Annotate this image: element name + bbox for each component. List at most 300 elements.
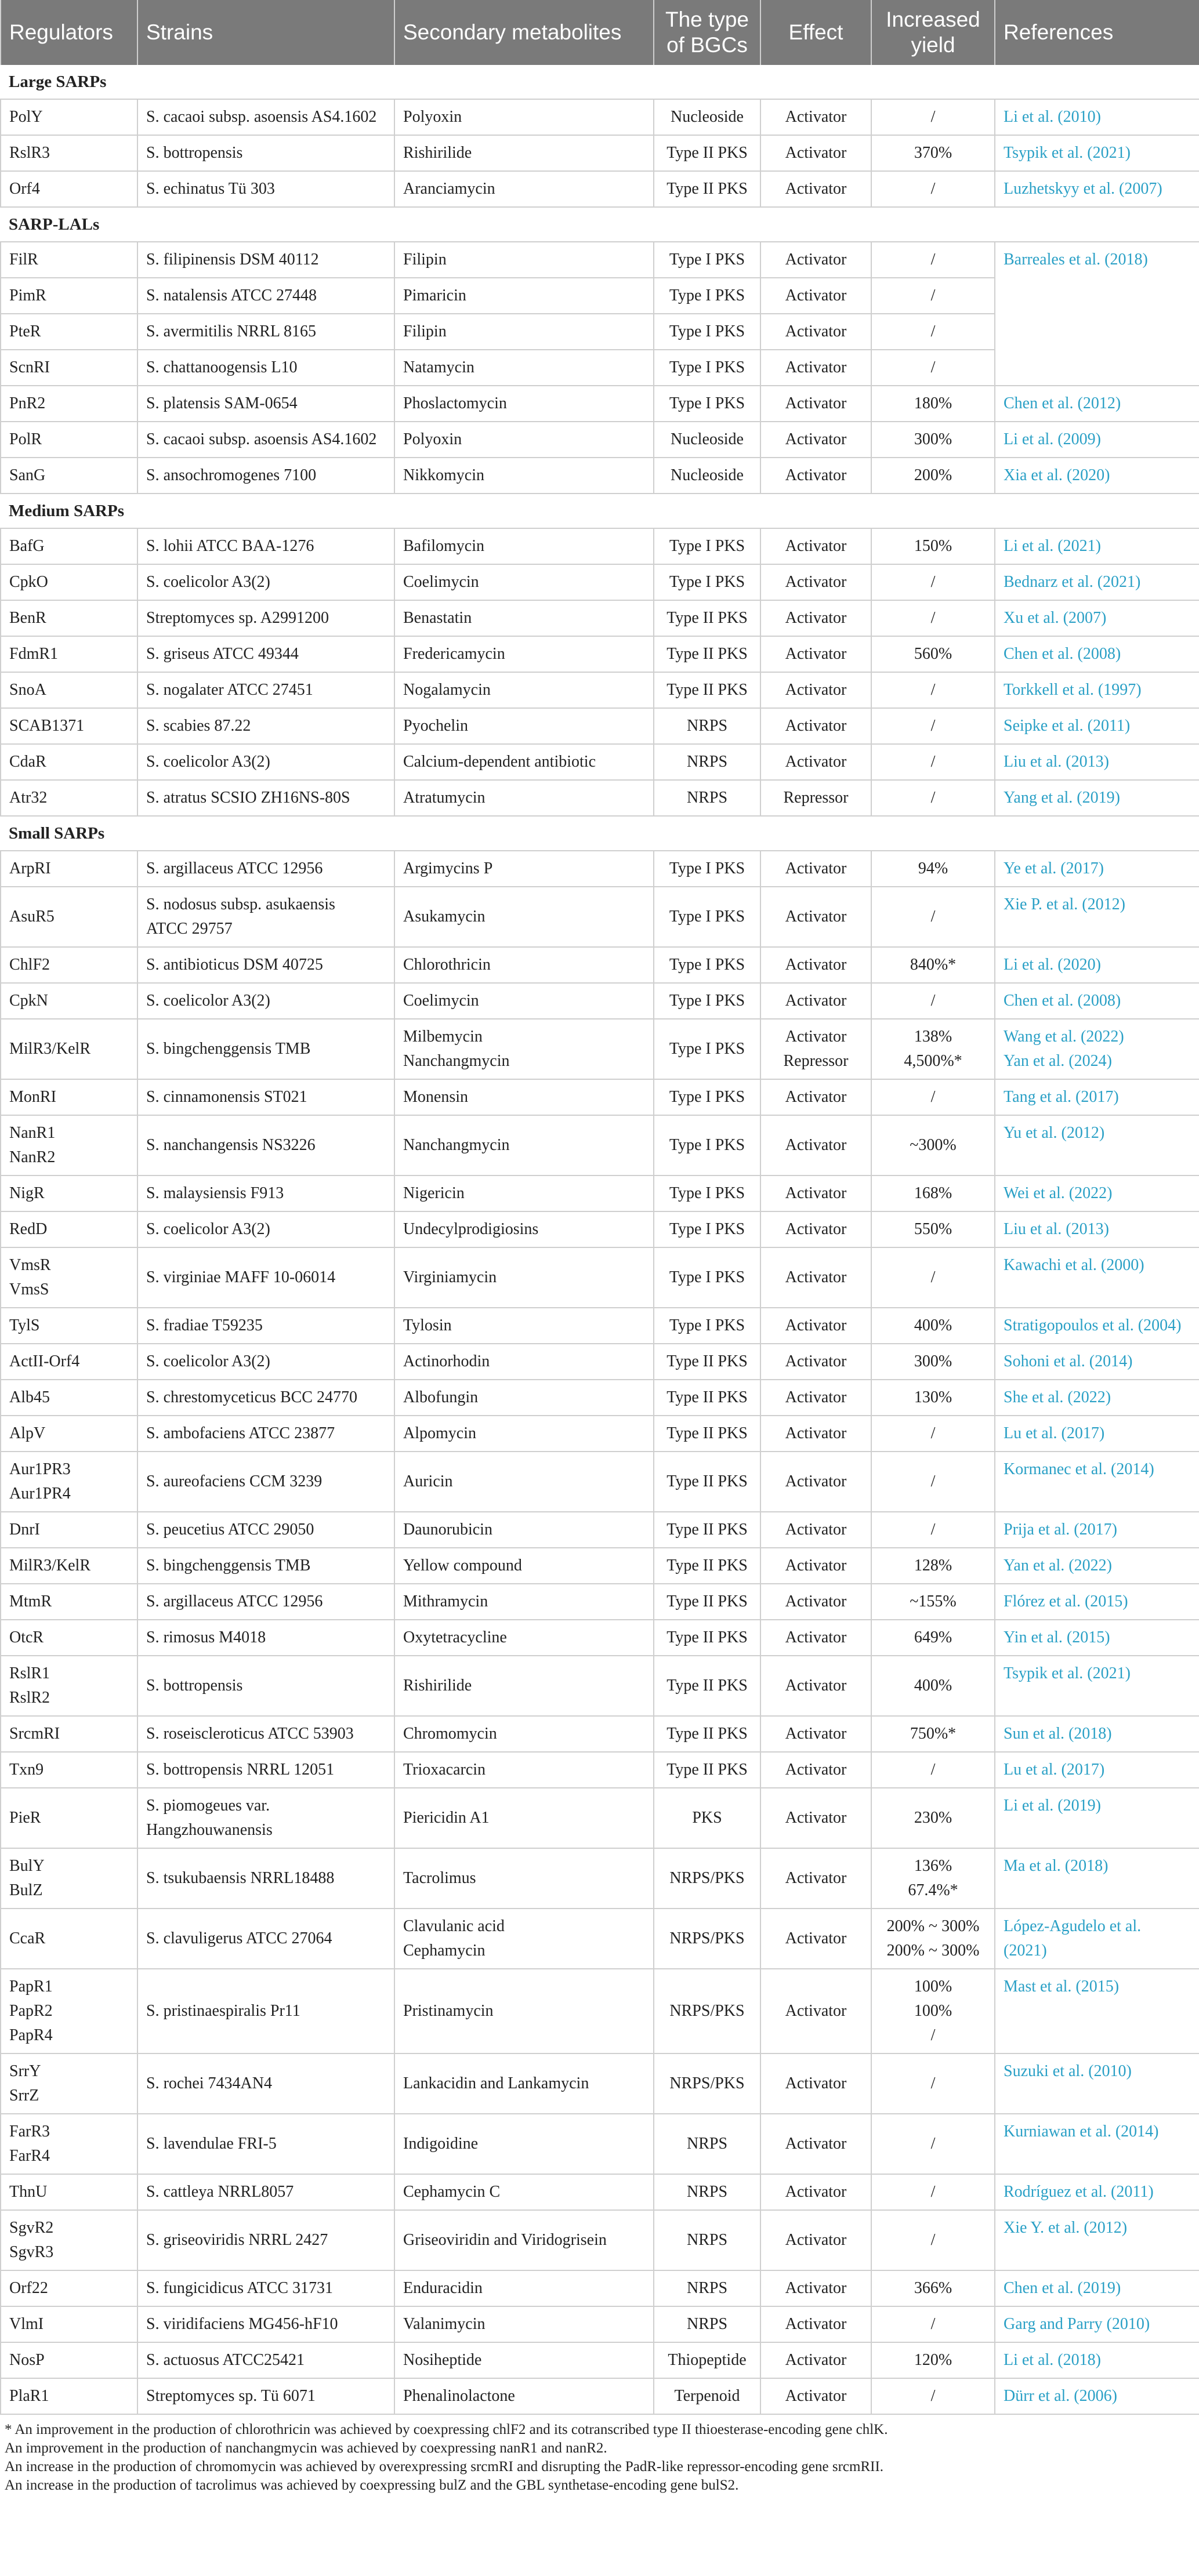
metabolite-cell <box>394 708 654 744</box>
reference-link-text[interactable]: Dürr et al. (2006) <box>1004 2387 1117 2405</box>
bgc-type-cell: Nucleoside <box>654 99 760 135</box>
reference-link[interactable] <box>995 1548 1199 1584</box>
reference-link-text[interactable]: Liu et al. (2013) <box>1004 753 1109 771</box>
metabolite-cell <box>394 350 654 386</box>
regulator-cell-text: VmsR <box>9 1256 51 1274</box>
effect-cell-text: Activator <box>785 1628 847 1646</box>
effect-cell <box>760 1211 871 1247</box>
reference-link-text[interactable]: Li et al. (2021) <box>1004 537 1101 555</box>
effect-cell <box>760 887 871 947</box>
table-row <box>1 2270 1199 2306</box>
reference-link-text[interactable]: Ma et al. (2018) <box>1004 1857 1109 1875</box>
strain-cell <box>137 1969 394 2053</box>
reference-link-text[interactable]: Lu et al. (2017) <box>1004 1761 1105 1779</box>
metabolite-cell <box>394 2378 654 2414</box>
yield-cell-text: 200% ~ 300% <box>886 1917 980 1935</box>
reference-link-text[interactable]: (2021) <box>1004 1942 1047 1960</box>
reference-link[interactable] <box>995 1308 1199 1344</box>
regulator-cell <box>1 2053 137 2114</box>
regulator-cell-text: BenR <box>9 609 46 627</box>
reference-link[interactable] <box>995 1247 1199 1308</box>
reference-link[interactable] <box>995 600 1199 636</box>
effect-cell-text: Activator <box>785 1268 847 1286</box>
table-row <box>1 2210 1199 2270</box>
metabolite-cell <box>394 947 654 983</box>
yield-cell <box>871 1416 995 1452</box>
reference-link-text[interactable]: Barreales et al. (2018) <box>1004 251 1148 269</box>
metabolite-cell-text: Valanimycin <box>403 2315 486 2333</box>
reference-link[interactable] <box>995 1019 1199 1079</box>
reference-link[interactable] <box>995 1115 1199 1175</box>
effect-cell <box>760 1788 871 1848</box>
reference-link[interactable] <box>995 1969 1199 2053</box>
yield-cell <box>871 744 995 780</box>
strain-cell <box>137 171 394 207</box>
regulator-cell-text: ActII-Orf4 <box>9 1352 80 1370</box>
reference-link[interactable] <box>995 242 1199 386</box>
reference-link-text[interactable]: Wei et al. (2022) <box>1004 1184 1113 1202</box>
reference-link[interactable] <box>995 851 1199 887</box>
strain-cell <box>137 1175 394 1211</box>
metabolite-cell-text: Coelimycin <box>403 573 479 591</box>
metabolite-cell <box>394 458 654 494</box>
reference-link-text[interactable]: Xia et al. (2020) <box>1004 466 1110 484</box>
reference-link[interactable] <box>995 135 1199 171</box>
reference-link-text[interactable]: Yin et al. (2015) <box>1004 1628 1110 1646</box>
reference-link-text[interactable]: Rodríguez et al. (2011) <box>1004 2183 1154 2201</box>
reference-link[interactable] <box>995 1656 1199 1716</box>
strain-cell-text: S. platensis SAM-0654 <box>146 394 298 412</box>
reference-link[interactable] <box>995 1752 1199 1788</box>
strain-cell <box>137 350 394 386</box>
reference-link[interactable] <box>995 1344 1199 1380</box>
reference-link-text[interactable]: Seipke et al. (2011) <box>1004 717 1131 735</box>
metabolite-cell-text: Virginiamycin <box>403 1268 497 1286</box>
reference-link[interactable] <box>995 2342 1199 2378</box>
regulator-cell-text: Txn9 <box>9 1761 44 1779</box>
reference-link[interactable] <box>995 1175 1199 1211</box>
effect-cell <box>760 744 871 780</box>
yield-cell <box>871 1380 995 1416</box>
table-row <box>1 1548 1199 1584</box>
regulator-cell-text: Orf4 <box>9 180 40 198</box>
reference-link-text[interactable]: Mast et al. (2015) <box>1004 1978 1120 1996</box>
group-row <box>1 65 1199 99</box>
yield-cell <box>871 1247 995 1308</box>
yield-cell <box>871 600 995 636</box>
footnote: An improvement in the production of nanchangmycin was achieved by coexpressing nanR1 and nanR2. <box>5 2440 607 2456</box>
regulator-cell-text: TylS <box>9 1316 40 1334</box>
reference-link-text[interactable]: Sohoni et al. (2014) <box>1004 1352 1133 1370</box>
strain-cell <box>137 1115 394 1175</box>
bgc-type-cell: Nucleoside <box>654 458 760 494</box>
strain-cell <box>137 983 394 1019</box>
metabolite-cell <box>394 135 654 171</box>
reference-link-text[interactable]: Torkkell et al. (1997) <box>1004 681 1142 699</box>
reference-link[interactable] <box>995 708 1199 744</box>
reference-link-text[interactable]: Stratigopoulos et al. (2004) <box>1004 1316 1182 1334</box>
yield-cell-text: / <box>930 2135 936 2153</box>
strain-cell-text: S. echinatus Tü 303 <box>146 180 275 198</box>
table-row <box>1 458 1199 494</box>
effect-cell-text: Activator <box>785 1220 847 1238</box>
bgc-type-cell: Type I PKS <box>654 983 760 1019</box>
yield-cell-text: / <box>930 2183 936 2201</box>
reference-link[interactable] <box>995 1909 1199 1969</box>
reference-link[interactable] <box>995 2053 1199 2114</box>
yield-cell-text: / <box>930 717 936 735</box>
regulator-cell <box>1 99 137 135</box>
effect-cell <box>760 350 871 386</box>
metabolite-cell-text: Yellow compound <box>403 1557 522 1574</box>
table-row <box>1 242 1199 278</box>
reference-link[interactable] <box>995 2270 1199 2306</box>
group-title: Medium SARPs <box>1 494 1199 528</box>
effect-cell <box>760 1247 871 1308</box>
effect-cell <box>760 278 871 314</box>
effect-cell-text: Activator <box>785 1028 847 1046</box>
yield-cell-text: 649% <box>914 1628 952 1646</box>
metabolite-cell-text: Rishirilide <box>403 144 472 162</box>
effect-cell <box>760 2342 871 2378</box>
reference-link[interactable] <box>995 1452 1199 1512</box>
reference-link[interactable] <box>995 2210 1199 2270</box>
reference-link-text[interactable]: Sun et al. (2018) <box>1004 1725 1112 1743</box>
reference-link[interactable] <box>995 2378 1199 2414</box>
reference-link-text[interactable]: Luzhetskyy et al. (2007) <box>1004 180 1162 198</box>
reference-link-text[interactable]: Ye et al. (2017) <box>1004 859 1104 877</box>
regulator-cell <box>1 1656 137 1716</box>
yield-cell <box>871 1752 995 1788</box>
reference-link-text[interactable]: López-Agudelo et al. <box>1004 1917 1142 1935</box>
reference-link-text[interactable]: Chen et al. (2008) <box>1004 645 1121 663</box>
reference-link-text[interactable]: Li et al. (2009) <box>1004 430 1101 448</box>
table-row <box>1 1512 1199 1548</box>
reference-link[interactable] <box>995 780 1199 816</box>
bgc-type-cell: Type II PKS <box>654 1452 760 1512</box>
reference-link[interactable] <box>995 672 1199 708</box>
bgc-type-cell: Nucleoside <box>654 422 760 458</box>
bgc-type-cell: NRPS <box>654 2114 760 2174</box>
bgc-type-cell: Type I PKS <box>654 1079 760 1115</box>
effect-cell-text: Activator <box>785 1472 847 1490</box>
regulator-cell-text: VlmI <box>9 2315 44 2333</box>
strain-cell <box>137 2378 394 2414</box>
reference-link-text[interactable]: Chen et al. (2008) <box>1004 992 1121 1010</box>
yield-cell-text: / <box>930 358 936 376</box>
yield-cell-text: 300% <box>914 1352 952 1370</box>
metabolite-cell-text: Benastatin <box>403 609 472 627</box>
footnotes <box>0 2415 1199 2495</box>
regulator-cell <box>1 2342 137 2378</box>
reference-link-text[interactable]: Li et al. (2020) <box>1004 956 1101 974</box>
yield-cell <box>871 1969 995 2053</box>
reference-link-text[interactable]: Yan et al. (2024) <box>1004 1052 1112 1070</box>
bgc-type-cell: NRPS/PKS <box>654 2053 760 2114</box>
reference-link-text[interactable]: Flórez et al. (2015) <box>1004 1592 1128 1610</box>
regulator-cell-text: PimR <box>9 286 46 304</box>
effect-cell-text: Activator <box>785 956 847 974</box>
bgc-type-cell: NRPS <box>654 2210 760 2270</box>
strain-cell-text: S. virginiae MAFF 10-06014 <box>146 1268 336 1286</box>
reference-link-text[interactable]: Li et al. (2019) <box>1004 1797 1101 1815</box>
effect-cell-text: Activator <box>785 180 847 198</box>
metabolite-cell-text: Phoslactomycin <box>403 394 507 412</box>
regulator-cell-text: PapR1 <box>9 1978 53 1996</box>
strain-cell-text: S. chattanoogensis L10 <box>146 358 298 376</box>
regulator-cell <box>1 422 137 458</box>
effect-cell-text: Activator <box>785 717 847 735</box>
effect-cell <box>760 780 871 816</box>
strain-cell-text: S. fradiae T59235 <box>146 1316 263 1334</box>
reference-link[interactable] <box>995 983 1199 1019</box>
reference-link[interactable] <box>995 1079 1199 1115</box>
effect-cell <box>760 947 871 983</box>
regulator-cell <box>1 1620 137 1656</box>
reference-link[interactable] <box>995 99 1199 135</box>
yield-cell <box>871 672 995 708</box>
regulator-cell-text: MonRI <box>9 1088 56 1106</box>
regulator-cell-text: FarR4 <box>9 2147 50 2165</box>
regulator-cell <box>1 1175 137 1211</box>
table-row <box>1 135 1199 171</box>
reference-link-text[interactable]: Prija et al. (2017) <box>1004 1521 1117 1539</box>
reference-link[interactable] <box>995 2174 1199 2210</box>
reference-link[interactable] <box>995 1584 1199 1620</box>
strain-cell-text: S. pristinaespiralis Pr11 <box>146 2002 300 2020</box>
bgc-type-cell: Type II PKS <box>654 1716 760 1752</box>
metabolite-cell <box>394 2306 654 2342</box>
reference-link[interactable] <box>995 1416 1199 1452</box>
reference-link[interactable] <box>995 744 1199 780</box>
effect-cell <box>760 1308 871 1344</box>
regulator-cell-text: CdaR <box>9 753 46 771</box>
reference-link[interactable] <box>995 887 1199 947</box>
regulator-cell-text: BulZ <box>9 1881 43 1899</box>
metabolite-cell <box>394 1019 654 1079</box>
reference-link[interactable] <box>995 528 1199 564</box>
bgc-type-cell: NRPS <box>654 708 760 744</box>
strain-cell <box>137 636 394 672</box>
table-row <box>1 636 1199 672</box>
yield-cell <box>871 1019 995 1079</box>
regulator-cell-text: FilR <box>9 251 38 269</box>
metabolite-cell-text: Monensin <box>403 1088 468 1106</box>
reference-link-text[interactable]: Li et al. (2018) <box>1004 2351 1101 2369</box>
regulator-cell-text: MtmR <box>9 1592 52 1610</box>
table-row <box>1 708 1199 744</box>
table-row <box>1 1452 1199 1512</box>
regulator-cell <box>1 1247 137 1308</box>
strain-cell-text: S. fungicidicus ATCC 31731 <box>146 2279 334 2297</box>
regulator-cell <box>1 1452 137 1512</box>
reference-link-text[interactable]: Xie P. et al. (2012) <box>1004 895 1125 913</box>
metabolite-cell-text: Milbemycin <box>403 1028 483 1046</box>
metabolite-cell <box>394 278 654 314</box>
effect-cell-text: Activator <box>785 1557 847 1574</box>
group-title: Large SARPs <box>1 65 1199 99</box>
table-row <box>1 887 1199 947</box>
regulator-cell-text: NanR2 <box>9 1148 56 1166</box>
regulator-cell <box>1 1380 137 1416</box>
table-row <box>1 1175 1199 1211</box>
metabolite-cell-text: Atratumycin <box>403 789 486 807</box>
reference-link[interactable] <box>995 1211 1199 1247</box>
reference-link-text[interactable]: Liu et al. (2013) <box>1004 1220 1109 1238</box>
effect-cell-text: Activator <box>785 537 847 555</box>
strain-cell-text: S. scabies 87.22 <box>146 717 251 735</box>
metabolite-cell-text: Cephamycin <box>403 1942 486 1960</box>
metabolite-cell-text: Tacrolimus <box>403 1869 476 1887</box>
strain-cell-text: S. ambofaciens ATCC 23877 <box>146 1424 335 1442</box>
regulator-cell-text: SrcmRI <box>9 1725 60 1743</box>
metabolite-cell-text: Chlorothricin <box>403 956 491 974</box>
reference-link-text[interactable]: Suzuki et al. (2010) <box>1004 2062 1132 2080</box>
regulator-cell <box>1 1416 137 1452</box>
reference-link[interactable] <box>995 564 1199 600</box>
effect-cell <box>760 2210 871 2270</box>
strain-cell <box>137 744 394 780</box>
footnote: An increase in the production of tacrolimus was achieved by coexpressing bulZ and the GBL synthetase-encoding gene bulS2. <box>5 2477 739 2493</box>
strain-cell-text: S. cacaoi subsp. asoensis AS4.1602 <box>146 108 377 126</box>
strain-cell <box>137 947 394 983</box>
reference-link-text[interactable]: Kawachi et al. (2000) <box>1004 1256 1144 1274</box>
bgc-type-cell: NRPS <box>654 744 760 780</box>
strain-cell-text: S. coelicolor A3(2) <box>146 1220 270 1238</box>
reference-link[interactable] <box>995 1716 1199 1752</box>
strain-cell-text: S. piomogeues var. <box>146 1797 270 1815</box>
effect-cell <box>760 422 871 458</box>
reference-link[interactable] <box>995 422 1199 458</box>
effect-cell-text: Activator <box>785 681 847 699</box>
regulator-cell-text: MilR3/KelR <box>9 1557 91 1574</box>
reference-link[interactable] <box>995 2114 1199 2174</box>
yield-cell <box>871 242 995 278</box>
regulator-cell-text: VmsS <box>9 1280 49 1298</box>
metabolite-cell-text: Lankacidin and Lankamycin <box>403 2074 589 2092</box>
reference-link-text[interactable]: Tsypik et al. (2021) <box>1004 144 1131 162</box>
regulator-cell <box>1 2210 137 2270</box>
metabolite-cell <box>394 851 654 887</box>
reference-link-text[interactable]: Yan et al. (2022) <box>1004 1557 1112 1574</box>
strain-cell <box>137 278 394 314</box>
metabolite-cell <box>394 2174 654 2210</box>
table-row <box>1 600 1199 636</box>
reference-link[interactable] <box>995 2306 1199 2342</box>
bgc-type-cell: Type II PKS <box>654 1656 760 1716</box>
reference-link-text[interactable]: Xu et al. (2007) <box>1004 609 1107 627</box>
effect-cell-text: Activator <box>785 2002 847 2020</box>
strain-cell-text: S. bingchenggensis TMB <box>146 1040 311 1058</box>
effect-cell-text: Activator <box>785 1677 847 1695</box>
metabolite-cell <box>394 983 654 1019</box>
reference-link-text[interactable]: She et al. (2022) <box>1004 1388 1111 1406</box>
metabolite-cell <box>394 2053 654 2114</box>
reference-link[interactable] <box>995 386 1199 422</box>
metabolite-cell-text: Nanchangmycin <box>403 1052 510 1070</box>
regulator-cell <box>1 600 137 636</box>
effect-cell-text: Activator <box>785 1184 847 1202</box>
reference-link[interactable] <box>995 171 1199 207</box>
reference-link[interactable] <box>995 947 1199 983</box>
yield-cell-text: / <box>930 908 936 926</box>
yield-cell-text: 94% <box>918 859 948 877</box>
yield-cell-text: 200% <box>914 466 952 484</box>
reference-link-text[interactable]: Xie Y. et al. (2012) <box>1004 2219 1128 2237</box>
strain-cell-text: S. nogalater ATCC 27451 <box>146 681 313 699</box>
strain-cell-text: Streptomyces sp. A2991200 <box>146 609 329 627</box>
yield-cell-text: 400% <box>914 1316 952 1334</box>
strain-cell-text: S. cacaoi subsp. asoensis AS4.1602 <box>146 430 377 448</box>
metabolite-cell <box>394 1079 654 1115</box>
reference-link-text[interactable]: Tsypik et al. (2021) <box>1004 1664 1131 1682</box>
reference-link-text[interactable]: Kormanec et al. (2014) <box>1004 1460 1154 1478</box>
bgc-type-cell: Type II PKS <box>654 171 760 207</box>
reference-link-text[interactable]: Yu et al. (2012) <box>1004 1124 1105 1142</box>
effect-cell-text: Activator <box>785 286 847 304</box>
regulator-cell <box>1 1909 137 1969</box>
strain-cell <box>137 2210 394 2270</box>
yield-cell <box>871 1512 995 1548</box>
metabolite-cell <box>394 1656 654 1716</box>
metabolite-cell <box>394 1247 654 1308</box>
reference-link-text[interactable]: Tang et al. (2017) <box>1004 1088 1119 1106</box>
reference-link-text[interactable]: Wang et al. (2022) <box>1004 1028 1124 1046</box>
reference-link-text[interactable]: Li et al. (2010) <box>1004 108 1101 126</box>
bgc-type-cell: Type II PKS <box>654 1344 760 1380</box>
effect-cell <box>760 2174 871 2210</box>
strain-cell-text: S. nanchangensis NS3226 <box>146 1136 316 1154</box>
yield-cell <box>871 1452 995 1512</box>
reference-link-text[interactable]: Kurniawan et al. (2014) <box>1004 2123 1159 2140</box>
reference-link-text[interactable]: Chen et al. (2019) <box>1004 2279 1121 2297</box>
group-row <box>1 816 1199 851</box>
reference-link[interactable] <box>995 1848 1199 1909</box>
strain-cell <box>137 1079 394 1115</box>
bgc-type-cell: Type II PKS <box>654 672 760 708</box>
reference-link[interactable] <box>995 1380 1199 1416</box>
yield-cell <box>871 1175 995 1211</box>
reference-link[interactable] <box>995 1512 1199 1548</box>
effect-cell-text: Activator <box>785 251 847 269</box>
strain-cell <box>137 1380 394 1416</box>
strain-cell <box>137 242 394 278</box>
yield-cell-text: 400% <box>914 1677 952 1695</box>
reference-link[interactable] <box>995 1788 1199 1848</box>
metabolite-cell <box>394 1115 654 1175</box>
table-row <box>1 1584 1199 1620</box>
metabolite-cell-text: Calcium-dependent antibiotic <box>403 753 596 771</box>
effect-cell-text: Activator <box>785 1352 847 1370</box>
metabolite-cell <box>394 2210 654 2270</box>
reference-link-text[interactable]: Garg and Parry (2010) <box>1004 2315 1150 2333</box>
strain-cell-text: S. argillaceus ATCC 12956 <box>146 859 323 877</box>
strain-cell-text: S. atratus SCSIO ZH16NS-80S <box>146 789 350 807</box>
reference-link[interactable] <box>995 636 1199 672</box>
reference-link-text[interactable]: Bednarz et al. (2021) <box>1004 573 1141 591</box>
reference-link-text[interactable]: Lu et al. (2017) <box>1004 1424 1105 1442</box>
table-row <box>1 1716 1199 1752</box>
regulator-cell-text: CpkN <box>9 992 48 1010</box>
yield-cell-text: 150% <box>914 537 952 555</box>
header-row <box>1 0 1199 65</box>
reference-link-text[interactable]: Yang et al. (2019) <box>1004 789 1120 807</box>
reference-link-text[interactable]: Chen et al. (2012) <box>1004 394 1121 412</box>
reference-link[interactable] <box>995 458 1199 494</box>
reference-link[interactable] <box>995 1620 1199 1656</box>
effect-cell <box>760 2306 871 2342</box>
bgc-type-cell: NRPS <box>654 2306 760 2342</box>
